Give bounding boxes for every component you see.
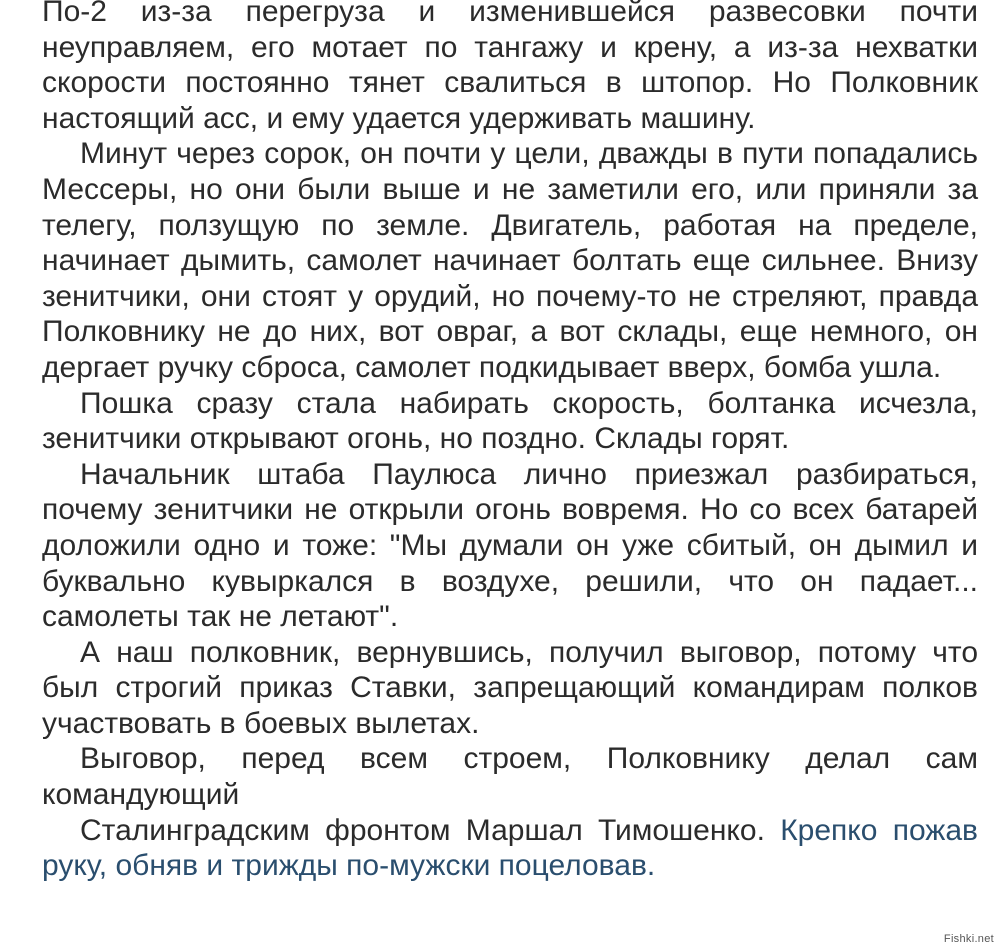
paragraph-7-highlighted: Крепко пожав руку, обняв и трижды по-мужски поцеловав. xyxy=(42,813,978,883)
paragraph-1: По-2 из-за перегруза и изменившейся развесовки почти неуправляем, его мотает по тангажу и крену, а из-за нехватки скорости постоянно тянет свалиться в штопор. Но Полковник настоящий асс, и ему удается удерживать машину. xyxy=(42,0,978,135)
paragraph-7 xyxy=(42,813,978,884)
article-text xyxy=(42,0,978,884)
watermark-logo: Fishki.net xyxy=(943,933,994,945)
paragraph-3: Пошка сразу стала набирать скорость, болтанка исчезла, зенитчики открывают огонь, но поздно. Склады горят. xyxy=(42,386,978,456)
paragraph-4: Начальник штаба Паулюса лично приезжал разбираться, почему зенитчики не открыли огонь вовремя. Но со всех батарей доложили одно и тоже: "Мы думали он уже сбитый, он дымил и буквально кувыркался в воздухе, решили, что он падает... самолеты так не летают". xyxy=(42,457,978,634)
paragraph-7-plain: Сталинградским фронтом Маршал Тимошенко. xyxy=(80,813,781,847)
paragraph-6: Выговор, перед всем строем, Полковнику делал сам командующий xyxy=(42,742,978,812)
paragraph-5: А наш полковник, вернувшись, получил выговор, потому что был строгий приказ Ставки, запрещающий командирам полков участвовать в боевых вылетах. xyxy=(42,635,978,740)
paragraph-2: Минут через сорок, он почти у цели, дважды в пути попадались Мессеры, но они были выше и не заметили его, или приняли за телегу, ползущую по земле. Двигатель, работая на пределе, начинает дымить, самолет начинает болтать еще сильнее. Внизу зенитчики, они стоят у орудий, но почему-то не стреляют, правда Полковнику не до них, вот овраг, а вот склады, еще немного, он дергает ручку сброса, самолет подкидывает вверх, бомба ушла. xyxy=(42,137,978,384)
